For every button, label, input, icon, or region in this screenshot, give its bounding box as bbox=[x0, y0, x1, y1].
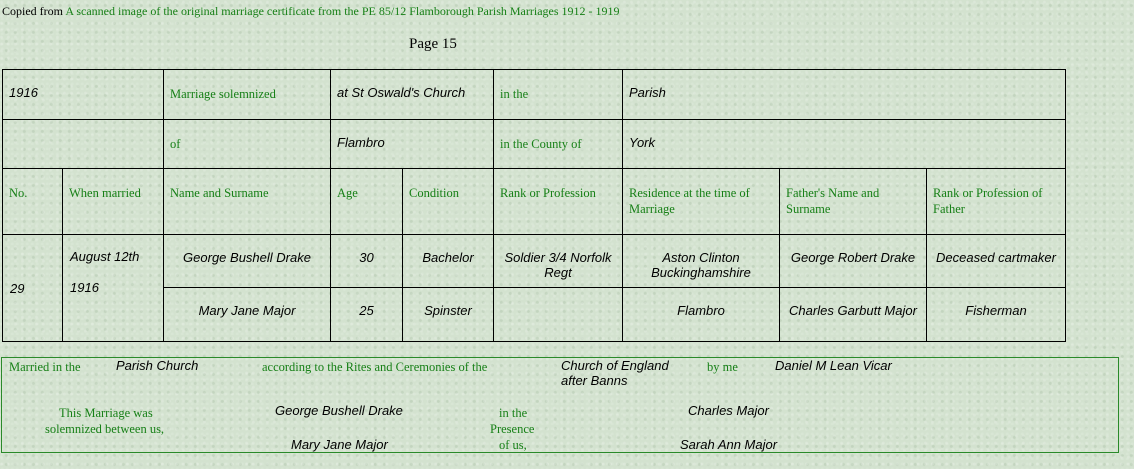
of-label: of bbox=[164, 120, 331, 169]
party2-name: Mary Jane Major bbox=[291, 437, 388, 452]
groom-name: George Bushell Drake bbox=[164, 235, 331, 288]
in-the-label: in the bbox=[494, 70, 623, 120]
bride-father-rank: Fisherman bbox=[927, 288, 1066, 342]
col-header-rank: Rank or Profession bbox=[494, 169, 623, 235]
groom-condition: Bachelor bbox=[403, 235, 494, 288]
source-link[interactable]: A scanned image of the original marriage certificate from the PE 85/12 Flamborough Parish Marriages 1912 - 1919 bbox=[65, 4, 620, 18]
county-value: York bbox=[623, 120, 1066, 169]
married-in-label: Married in the bbox=[9, 360, 81, 374]
bride-name: Mary Jane Major bbox=[164, 288, 331, 342]
marriage-footer bbox=[1, 357, 1119, 453]
blank-cell bbox=[3, 120, 164, 169]
presence-label-line1: in the bbox=[499, 406, 528, 420]
between-label-line2: solemnized between us, bbox=[45, 422, 165, 436]
rites-value-line1: Church of England bbox=[561, 358, 669, 373]
bride-condition: Spinster bbox=[403, 288, 494, 342]
between-label-line1: This Marriage was bbox=[59, 406, 153, 420]
page-title: Page 15 bbox=[409, 36, 457, 52]
bride-residence: Flambro bbox=[623, 288, 780, 342]
date-married-cell bbox=[63, 235, 164, 342]
by-me-label: by me bbox=[707, 360, 738, 374]
presence-label-line2: Presence bbox=[490, 422, 535, 436]
rites-value-line2: after Banns bbox=[561, 373, 628, 388]
married-in-value: Parish Church bbox=[116, 358, 199, 373]
officiant-name: Daniel M Lean Vicar bbox=[775, 358, 892, 373]
place-value: Flambro bbox=[331, 120, 494, 169]
groom-residence: Aston Clinton Buckinghamshire bbox=[623, 235, 780, 288]
col-header-when: When married bbox=[63, 169, 164, 235]
marriage-solemnized-label: Marriage solemnized bbox=[164, 70, 331, 120]
bride-father-name: Charles Garbutt Major bbox=[780, 288, 927, 342]
witness1-name: Charles Major bbox=[688, 403, 769, 418]
certificate-table bbox=[2, 69, 1066, 342]
col-header-name: Name and Surname bbox=[164, 169, 331, 235]
presence-label-line3: of us, bbox=[499, 438, 527, 452]
col-header-father-name: Father's Name and Surname bbox=[780, 169, 927, 235]
groom-rank: Soldier 3/4 Norfolk Regt bbox=[494, 235, 623, 288]
groom-father-name: George Robert Drake bbox=[780, 235, 927, 288]
date-line-2: 1916 bbox=[70, 280, 99, 295]
col-header-residence: Residence at the time of Marriage bbox=[623, 169, 780, 235]
col-header-no: No. bbox=[3, 169, 63, 235]
groom-age: 30 bbox=[331, 235, 403, 288]
date-line-1: August 12th bbox=[70, 249, 140, 264]
copied-from-label: Copied from bbox=[2, 4, 63, 18]
year-cell: 1916 bbox=[3, 70, 164, 120]
parish-value: Parish bbox=[623, 70, 1066, 120]
col-header-age: Age bbox=[331, 169, 403, 235]
church-value: at St Oswald's Church bbox=[331, 70, 494, 120]
groom-father-rank: Deceased cartmaker bbox=[927, 235, 1066, 288]
bride-rank bbox=[494, 288, 623, 342]
copied-from-line bbox=[2, 4, 620, 19]
col-header-condition: Condition bbox=[403, 169, 494, 235]
entry-number: 29 bbox=[3, 235, 63, 342]
bride-age: 25 bbox=[331, 288, 403, 342]
party1-name: George Bushell Drake bbox=[275, 403, 403, 418]
witness2-name: Sarah Ann Major bbox=[680, 437, 778, 452]
rites-label: according to the Rites and Ceremonies of the bbox=[262, 360, 488, 374]
county-label: in the County of bbox=[494, 120, 623, 169]
col-header-father-rank: Rank or Profession of Father bbox=[927, 169, 1066, 235]
